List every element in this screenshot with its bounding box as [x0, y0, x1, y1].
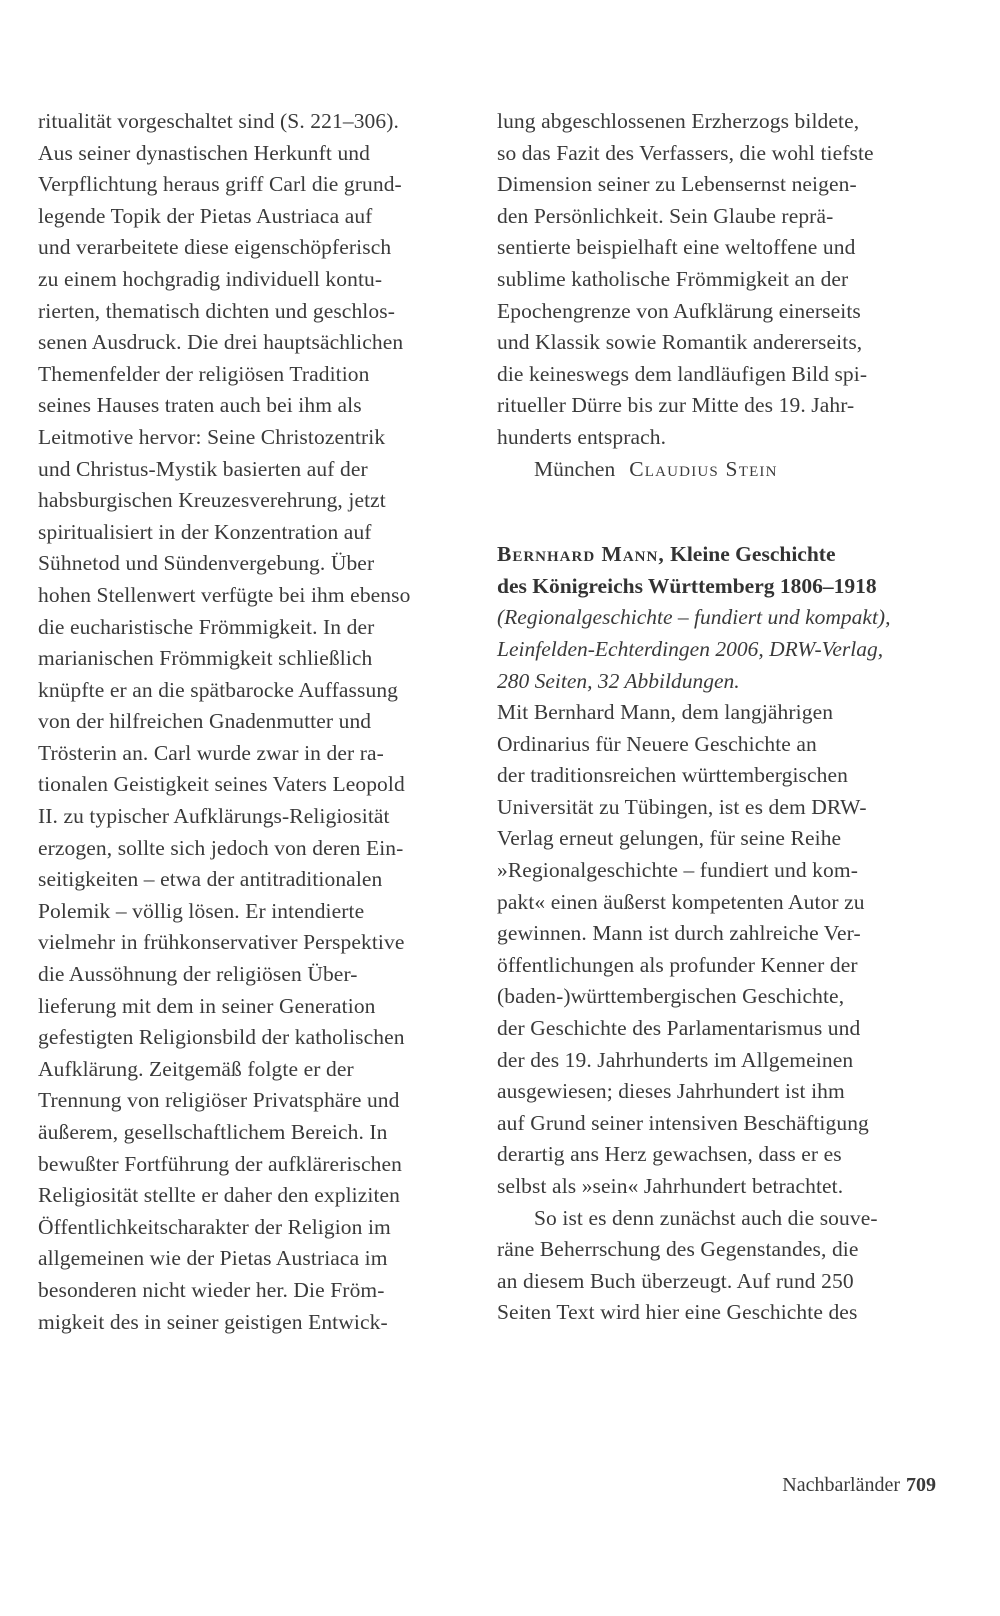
left-column — [38, 106, 478, 1338]
text-line: »Regionalgeschichte – fundiert und kom- — [497, 858, 858, 883]
text-line: Leitmotive hervor: Seine Christozentrik — [38, 424, 386, 449]
text-line: allgemeinen wie der Pietas Austriaca im — [38, 1246, 388, 1271]
text-line: (baden-)württembergischen Geschichte, — [497, 984, 845, 1009]
text-line: die Aussöhnung der religiösen Über- — [38, 962, 358, 987]
right-column — [497, 106, 937, 1329]
text-line: Trennung von religiöser Privatsphäre und — [38, 1088, 400, 1113]
review-title-part-2: des Königreichs Württemberg 1806–1918 — [497, 573, 877, 598]
text-line: der Geschichte des Parlamentarismus und — [497, 1016, 861, 1041]
text-line: und verarbeitete diese eigenschöpferisch — [38, 235, 392, 260]
text-line: an diesem Buch überzeugt. Auf rund 250 — [497, 1268, 854, 1293]
text-line: Dimension seiner zu Lebensernst neigen- — [497, 172, 857, 197]
text-line: Aufklärung. Zeitgemäß folgte er der — [38, 1056, 354, 1081]
bibliographic-line: (Regionalgeschichte – fundiert und kompakt), — [497, 605, 891, 630]
text-line: Ordinarius für Neuere Geschichte an — [497, 731, 817, 756]
text-line: senen Ausdruck. Die drei hauptsächlichen — [38, 330, 404, 355]
review-heading-line-1 — [497, 539, 937, 571]
text-line: Trösterin an. Carl wurde zwar in der ra- — [38, 740, 384, 765]
text-line: auf Grund seiner intensiven Beschäftigung — [497, 1110, 869, 1135]
text-line: tionalen Geistigkeit seines Vaters Leopold — [38, 772, 405, 797]
text-line: ritueller Dürre bis zur Mitte des 19. Jahr- — [497, 393, 855, 418]
text-line: Universität zu Tübingen, ist es dem DRW- — [497, 794, 867, 819]
review-author: Bernhard Mann, — [497, 542, 665, 567]
text-line: Verpflichtung heraus griff Carl die grund- — [38, 172, 402, 197]
text-line: öffentlichungen als profunder Kenner der — [497, 952, 858, 977]
page-footer — [782, 1474, 936, 1497]
text-line: der des 19. Jahrhunderts im Allgemeinen — [497, 1047, 854, 1072]
text-line: Religiosität stellte er daher den expliziten — [38, 1183, 401, 1208]
text-line: Polemik – völlig lösen. Er intendierte — [38, 898, 365, 923]
reviewer-signature — [497, 454, 937, 486]
text-line: vielmehr in frühkonservativer Perspektive — [38, 930, 405, 955]
text-line: spiritualisiert in der Konzentration auf — [38, 519, 372, 544]
text-line: derartig ans Herz gewachsen, dass er es — [497, 1142, 842, 1167]
text-line: rierten, thematisch dichten und geschlos- — [38, 298, 395, 323]
text-line: ritualität vorgeschaltet sind (S. 221–306). — [38, 109, 399, 133]
text-line: Aus seiner dynastischen Herkunft und — [38, 140, 370, 165]
section-gap — [497, 485, 937, 539]
text-line: hunderts entsprach. — [497, 424, 667, 449]
text-line: die keineswegs dem landläufigen Bild spi- — [497, 361, 868, 386]
signature-author: Claudius Stein — [629, 456, 778, 481]
signature-city: München — [534, 456, 616, 481]
text-line: pakt« einen äußerst kompetenten Autor zu — [497, 889, 865, 914]
text-line: legende Topik der Pietas Austriaca auf — [38, 203, 373, 228]
text-line: Seiten Text wird hier eine Geschichte des — [497, 1300, 858, 1325]
text-line: Öffentlichkeitscharakter der Religion im — [38, 1214, 391, 1239]
text-line: seitigkeiten – etwa der antitraditionalen — [38, 867, 383, 892]
text-line: sublime katholische Frömmigkeit an der — [497, 266, 849, 291]
text-line: zu einem hochgradig individuell kontu- — [38, 266, 383, 291]
page-number: 709 — [906, 1474, 936, 1496]
left-paragraph — [38, 106, 478, 1338]
text-line: von der hilfreichen Gnadenmutter und — [38, 709, 372, 734]
text-line: und Christus-Mystik basierten auf der — [38, 456, 368, 481]
text-line: II. zu typischer Aufklärungs-Religiosität — [38, 804, 390, 829]
text-line: und Klassik sowie Romantik andererseits, — [497, 330, 863, 355]
bibliographic-line: 280 Seiten, 32 Abbildungen. — [497, 668, 740, 693]
text-line: den Persönlichkeit. Sein Glaube reprä- — [497, 203, 834, 228]
text-line: die eucharistische Frömmigkeit. In der — [38, 614, 375, 639]
text-line: Mit Bernhard Mann, dem langjährigen — [497, 700, 834, 725]
text-line: Epochengrenze von Aufklärung einerseits — [497, 298, 861, 323]
text-line: äußerem, gesellschaftlichem Bereich. In — [38, 1120, 388, 1144]
text-line: knüpfte er an die spätbarocke Auffassung — [38, 677, 399, 702]
review-heading — [497, 539, 937, 697]
review-body-paragraph-2 — [497, 1203, 937, 1329]
running-footer-section: Nachbarländer — [782, 1474, 900, 1496]
review-body-paragraph — [497, 697, 937, 1203]
review-ending-paragraph — [497, 106, 937, 454]
text-line: ausgewiesen; dieses Jahrhundert ist ihm — [497, 1079, 845, 1104]
text-line: lieferung mit dem in seiner Generation — [38, 993, 376, 1018]
text-line: erzogen, sollte sich jedoch von deren Ein- — [38, 835, 404, 860]
text-line: selbst als »sein« Jahrhundert betrachtet. — [497, 1174, 844, 1198]
text-line: Verlag erneut gelungen, für seine Reihe — [497, 826, 842, 851]
text-line: Sühnetod und Sündenvergebung. Über — [38, 551, 375, 576]
text-line: So ist es denn zunächst auch die souve- — [534, 1205, 878, 1230]
text-line: hohen Stellenwert verfügte bei ihm ebenso — [38, 582, 411, 607]
text-line: besonderen nicht wieder her. Die Fröm- — [38, 1277, 385, 1302]
text-line: seines Hauses traten auch bei ihm als — [38, 393, 362, 418]
text-line: sentierte beispielhaft eine weltoffene und — [497, 235, 856, 260]
text-line: der traditionsreichen württembergischen — [497, 763, 848, 788]
text-line: gewinnen. Mann ist durch zahlreiche Ver- — [497, 921, 861, 946]
bibliographic-line: Leinfelden-Echterdingen 2006, DRW-Verlag, — [497, 636, 884, 661]
text-line: gefestigten Religionsbild der katholischen — [38, 1025, 405, 1050]
text-line: bewußter Fortführung der aufklärerischen — [38, 1151, 402, 1176]
text-line: räne Beherrschung des Gegenstandes, die — [497, 1237, 859, 1262]
text-line: migkeit des in seiner geistigen Entwick- — [38, 1309, 388, 1334]
text-line: lung abgeschlossenen Erzherzogs bildete, — [497, 109, 860, 133]
review-title-part-1: Kleine Geschichte — [670, 542, 836, 567]
text-line: marianischen Frömmigkeit schließlich — [38, 646, 373, 671]
text-line: habsburgischen Kreuzesverehrung, jetzt — [38, 488, 386, 513]
text-line: so das Fazit des Verfassers, die wohl tiefste — [497, 140, 874, 165]
text-line: Themenfelder der religiösen Tradition — [38, 361, 370, 386]
